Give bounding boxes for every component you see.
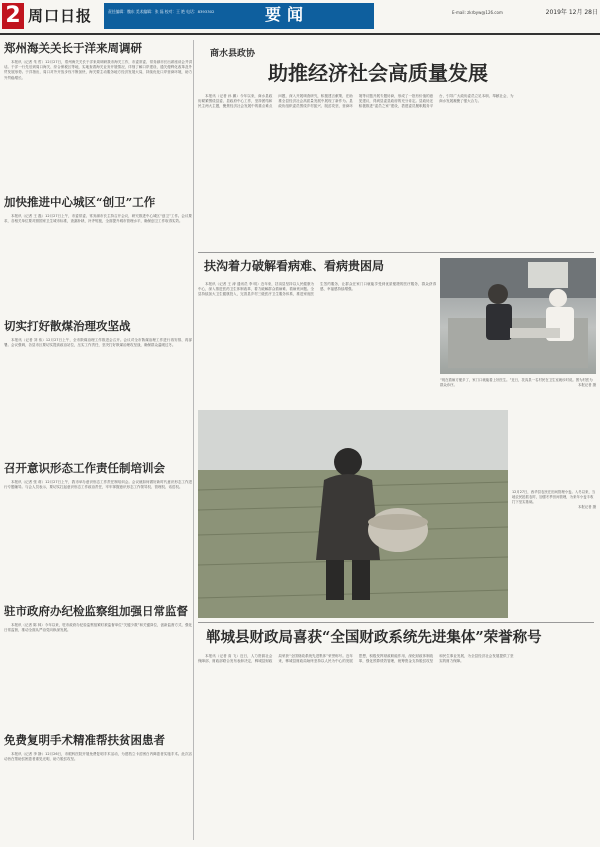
- article-paragraph: 本报讯（记者 陈 林）今年以来，驻市政府办纪检监察组紧盯被监督单位“关键少数”和关键岗位，创新监督方式，强化日常监督，推动全面从严治党向纵深发展。: [4, 623, 192, 633]
- feature-paragraph: 本报讯（记者 孙 鹏）今年以来，商水县政协紧紧围绕县委、县政府中心工作，坚持团结和民主两大主题，聚焦经济社会发展中的重点难点问题，深入开展调查研究，积极建言献策，在助推全县经济社会高质量发展中展现了新作为。县政协组织委员围绕乡村振兴、脱贫攻坚、营商环境等议题开展专题协商，形成了一批有价值的意见建议，得到县委县政府的充分肯定。县政协还积极推进“委员之家”建设，搭建委员履职服务平台，引导广大政协委员立足本职、奉献社会，为商水发展凝聚了强大合力。: [198, 94, 514, 109]
- clinic-caption-text: “现在看病方便多了，家门口就能看上好医生。”近日，扶沟县一名村民在卫生室就诊时说。图为村医为群众诊疗。: [440, 378, 593, 387]
- page-number: 2: [2, 3, 24, 29]
- article-body: [4, 752, 192, 842]
- masthead-rule: [0, 33, 600, 35]
- middle-story-body: [198, 282, 436, 402]
- farm-photo-illustration: [198, 410, 508, 618]
- article-body: [4, 623, 192, 723]
- feature-rule: [198, 252, 594, 253]
- lower-story-paragraph: 本报讯（记者 高 飞）近日，人力资源社会保障部、财政部联合发布表彰决定，郸城县财政局荣获“全国财政系统先进集体”荣誉称号。近年来，郸城县财政局始终坚持以人民为中心的发展思想，积极发挥财政职能作用，深化财政体制改革，强化预算绩效管理，统筹资金支持脱贫攻坚和民生事业发展，为全县经济社会发展提供了坚实的财力保障。: [198, 654, 514, 664]
- article-title: 切实打好散煤治理攻坚战: [4, 319, 131, 333]
- article-body: [4, 214, 192, 314]
- farm-caption-text: 12月27日，西华县农民在田间管理小麦。入冬以来，当地农民抢抓农时，加强冬季田间管理，为来年小麦丰收打下坚实基础。: [512, 490, 596, 504]
- masthead: [0, 0, 600, 38]
- lower-story-rule: [198, 622, 594, 623]
- clinic-photo-illustration: [440, 258, 596, 374]
- middle-story-title: 扶沟着力破解看病难、看病贵困局: [204, 259, 385, 273]
- paper-name: 周口日报: [28, 7, 93, 25]
- feature-body: [198, 94, 594, 244]
- farm-photo: [198, 410, 508, 618]
- article-body: [4, 338, 192, 453]
- article-paragraph: 本报讯（记者 张 莉）12月27日上午，我市举办意识形态工作责任制培训会。会议就如何做好新时代意识形态工作进行专题辅导。与会人员表示，要切实扛起意识形态工作政治责任，牢牢掌握意识形态工作领导权、管理权、话语权。: [4, 480, 192, 490]
- article-paragraph: 本报讯（记者 朱 哲）12月27日，郑州海关关长于洋来周调研我市海关工作，市委常委、常务副市长出席座谈会并讲话。于洋一行先后到周口海关、综合保税区等地，实地查看海关业务开展情况，详细了解口岸建设、通关便利化改革及外贸发展形势。于洋指出，周口对外开放步伐不断加快，海关要主动服务地方经济发展大局，持续优化口岸营商环境，助力外贸稳增长。: [4, 60, 192, 80]
- article-title: 加快推进中心城区“创卫”工作: [4, 195, 156, 209]
- feature-title: 助推经济社会高质量发展: [268, 61, 488, 85]
- article-paragraph: 本报讯（记者 刘 伟）12月27日上午，全市散煤治理工作推进会召开。会议对全市散煤治理工作进行再安排、再部署。会议强调，各县市区要切实提高政治站位，压实工作责任，坚决打好散煤治理攻坚战，确保群众温暖过冬。: [4, 338, 192, 348]
- farm-photo-credit: 本报记者 摄: [577, 505, 596, 509]
- masthead-info-bar: [104, 3, 374, 29]
- masthead-contacts: 责任编辑：魏东 美术编辑：张 磊 校对：王 艳 电话：8393302: [108, 9, 215, 14]
- middle-story-paragraph: 本报讯（记者 王 涛 通讯员 李 明）近年来，扶沟县坚持以人民健康为中心，深入推进医药卫生体制改革，着力破解群众看病难、看病贵问题。全县持续加大卫生健康投入，完善县乡村三级医疗卫生服务体系，推进家庭医生签约服务，让群众在家门口就能享受到优质便捷的医疗服务，群众获得感、幸福感持续增强。: [198, 282, 436, 297]
- masthead-date: 2019年 12月 28日: [545, 9, 598, 16]
- clinic-photo-credit: 本报记者 摄: [577, 383, 596, 387]
- article-body: [4, 60, 192, 180]
- article-title: 驻市政府办纪检监察组加强日常监督: [4, 604, 188, 618]
- article-title: 召开意识形态工作责任制培训会: [4, 461, 165, 475]
- article-paragraph: 本报讯（记者 王 磊）12月27日上午，市委常委、常务副市长主持召开会议，研究推进中心城区“创卫”工作。会议要求，各相关单位要对照国家卫生城市标准，查漏补缺、补齐短板，全面提升城市管理水平，确保创卫工作取得实效。: [4, 214, 192, 224]
- article-title: 免费复明手术精准帮扶贫困患者: [4, 733, 165, 747]
- feature-kicker: 商水县政协: [210, 49, 256, 59]
- left-column-divider: [193, 40, 194, 840]
- lower-story-body: [198, 654, 594, 840]
- masthead-email: E-mail: zkrbyw@126.com: [452, 10, 503, 15]
- farm-photo-caption: [512, 490, 596, 600]
- lower-story-title: 郸城县财政局喜获“全国财政系统先进集体”荣誉称号: [206, 629, 542, 646]
- section-title: 要闻: [264, 5, 309, 24]
- article-body: [4, 480, 192, 595]
- article-paragraph: 本报讯（记者 李 静）12月26日，市眼科医院开展免费复明手术活动，为建档立卡贫困白内障患者实施手术。此次活动旨在帮助贫困患者重见光明，助力脱贫攻坚。: [4, 752, 192, 762]
- article-title: 郑州海关关长于洋来周调研: [4, 41, 142, 55]
- clinic-photo: [440, 258, 596, 374]
